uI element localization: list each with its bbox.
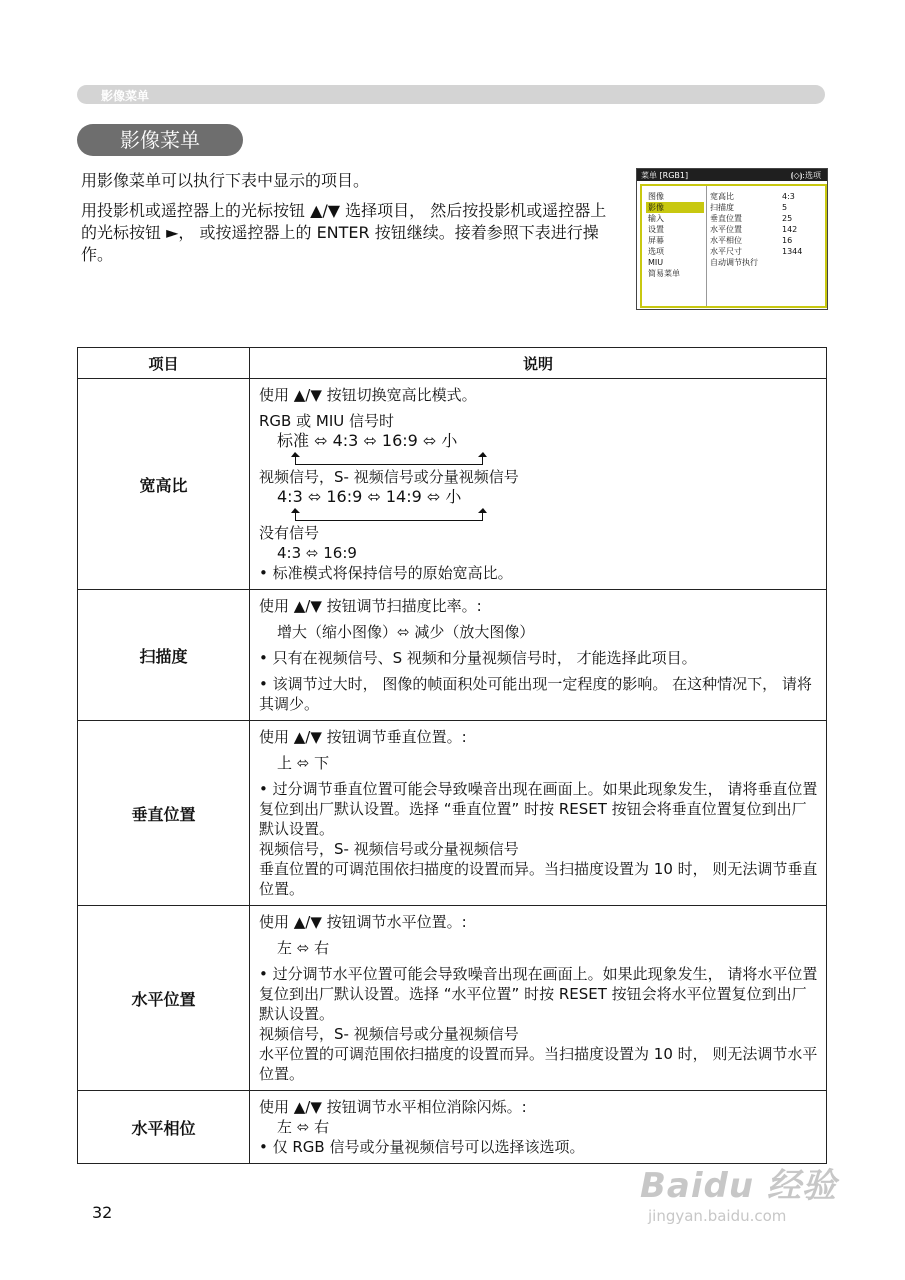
cycle-return-arrow-icon (295, 452, 483, 465)
description-line: 视频信号，S- 视频信号或分量视频信号 (259, 468, 519, 486)
adjust-range-text: 增大（缩小图像）⬄ 减少（放大图像） (277, 623, 535, 641)
osd-item-label: 水平位置 (710, 225, 742, 234)
intro-paragraph-2: 用投影机或遥控器上的光标按钮 ▲/▼ 选择项目， 然后按投影机或遥控器上的光标按钮 ►， 或按遥控器上的 ENTER 按钮继续。接着参照下表进行操作。 (81, 201, 607, 264)
mode-cycle-text: 标准 ⬄ 4:3 ⬄ 16:9 ⬄ 小 (277, 431, 458, 450)
description-note: • 过分调节垂直位置可能会导致噪音出现在画面上。如果此现象发生， 请将垂直位置复位到出厂默认设置。选择 “垂直位置” 时按 RESET 按钮会将垂直位置复位到出厂默认设置。 (259, 780, 818, 838)
osd-item-value: 5 (782, 203, 788, 212)
osd-item-row (710, 235, 820, 246)
description-line: 使用 ▲/▼ 按钮调节水平相位消除闪烁。: (259, 1098, 527, 1116)
osd-item-row (710, 213, 820, 224)
osd-item-label: 宽高比 (710, 192, 734, 201)
page-number: 32 (92, 1203, 113, 1222)
osd-menu-item: 输入 (648, 214, 664, 223)
description-line: 使用 ▲/▼ 按钮调节扫描度比率。: (259, 597, 482, 615)
description-line: 使用 ▲/▼ 按钮调节垂直位置。: (259, 728, 467, 746)
osd-menu-screenshot (636, 168, 828, 310)
osd-item-value: 16 (782, 236, 793, 245)
mode-cycle-text: 4:3 ⬄ 16:9 ⬄ 14:9 ⬄ 小 (277, 487, 462, 506)
description-line: 垂直位置的可调范围依扫描度的设置而异。当扫描度设置为 10 时， 则无法调节垂直位置。 (259, 860, 818, 898)
table-header-row (78, 348, 827, 379)
osd-item-label: 垂直位置 (710, 214, 742, 223)
watermark-url: jingyan.baidu.com (648, 1207, 787, 1225)
description-line: 视频信号，S- 视频信号或分量视频信号 (259, 1025, 519, 1043)
osd-item-row (710, 224, 820, 235)
description-line: 使用 ▲/▼ 按钮调节水平位置。: (259, 913, 467, 931)
description-note: • 仅 RGB 信号或分量视频信号可以选择该选项。 (259, 1138, 585, 1156)
osd-option-hint: ⦗◇⦘:选项 (790, 171, 821, 180)
osd-item-row (710, 202, 820, 213)
osd-panel (640, 184, 827, 308)
item-cell: 扫描度 (78, 590, 250, 721)
watermark-brand: Baidu 经验 (640, 1166, 837, 1206)
item-cell: 宽高比 (78, 379, 250, 590)
osd-item-row (710, 191, 820, 202)
osd-item-value: 4:3 (782, 192, 795, 201)
adjust-range-text: 左 ⬄ 右 (277, 939, 330, 957)
table-row-aspect (78, 379, 827, 590)
table-row-horizontal-position (78, 906, 827, 1091)
description-note: • 标准模式将保持信号的原始宽高比。 (259, 564, 513, 582)
description-line: 没有信号 (259, 524, 320, 542)
description-cell (250, 721, 827, 906)
column-header-item: 项目 (78, 348, 250, 379)
osd-menu-item: 图像 (648, 192, 664, 201)
cycle-return-arrow-icon (295, 508, 483, 521)
description-cell (250, 379, 827, 590)
osd-divider (706, 186, 707, 306)
description-cell (250, 906, 827, 1091)
table-row-overscan (78, 590, 827, 721)
item-cell: 水平相位 (78, 1091, 250, 1164)
intro-paragraph-1: 用影像菜单可以执行下表中显示的项目。 (81, 171, 370, 190)
osd-item-list (710, 191, 820, 268)
osd-item-label: 扫描度 (710, 203, 734, 212)
osd-title-bar (637, 169, 827, 181)
table-row-horizontal-phase (78, 1091, 827, 1164)
mode-cycle-text: 4:3 ⬄ 16:9 (277, 544, 357, 562)
osd-item-value: 25 (782, 214, 793, 223)
baidu-watermark-logo (640, 1158, 837, 1225)
section-title: 影像菜单 (77, 124, 243, 156)
osd-item-label: 自动调节执行 (710, 258, 758, 267)
osd-item-row (710, 246, 820, 257)
description-cell (250, 1091, 827, 1164)
description-line: 视频信号，S- 视频信号或分量视频信号 (259, 840, 519, 858)
osd-menu-item: 选项 (648, 247, 664, 256)
description-note: • 只有在视频信号、S 视频和分量视频信号时， 才能选择此项目。 (259, 649, 697, 667)
description-line: RGB 或 MIU 信号时 (259, 412, 394, 430)
osd-item-value: 142 (782, 225, 798, 234)
osd-menu-list (646, 191, 704, 279)
osd-menu-item: 屏幕 (648, 236, 664, 245)
table-row-vertical-position (78, 721, 827, 906)
osd-item-label: 水平尺寸 (710, 247, 742, 256)
osd-item-value: 1344 (782, 247, 803, 256)
osd-menu-item: MIU (648, 258, 664, 267)
description-note: • 过分调节水平位置可能会导致噪音出现在画面上。如果此现象发生， 请将水平位置复位到出厂默认设置。选择 “水平位置” 时按 RESET 按钮会将水平位置复位到出厂默认设置。 (259, 965, 818, 1023)
description-cell (250, 590, 827, 721)
item-cell: 水平位置 (78, 906, 250, 1091)
osd-menu-item: 简易菜单 (648, 269, 680, 278)
osd-menu-item-selected: 影像 (646, 202, 704, 213)
description-note: • 该调节过大时， 图像的帧面积处可能出现一定程度的影响。 在这种情况下， 请将其调少。 (259, 675, 812, 713)
osd-title: 菜单 [RGB1] (641, 171, 689, 180)
adjust-range-text: 左 ⬄ 右 (277, 1118, 330, 1136)
chapter-header-label: 影像菜单 (101, 89, 150, 103)
intro-text (81, 170, 621, 274)
osd-menu-item: 设置 (648, 225, 664, 234)
osd-item-row (710, 257, 820, 268)
adjust-range-text: 上 ⬄ 下 (277, 754, 330, 772)
picture-menu-table (77, 347, 827, 1164)
item-cell: 垂直位置 (78, 721, 250, 906)
description-line: 水平位置的可调范围依扫描度的设置而异。当扫描度设置为 10 时， 则无法调节水平位置。 (259, 1045, 818, 1083)
osd-item-label: 水平相位 (710, 236, 742, 245)
description-line: 使用 ▲/▼ 按钮切换宽高比模式。 (259, 386, 477, 404)
chapter-header-bar (77, 85, 825, 104)
column-header-description: 说明 (250, 348, 827, 379)
